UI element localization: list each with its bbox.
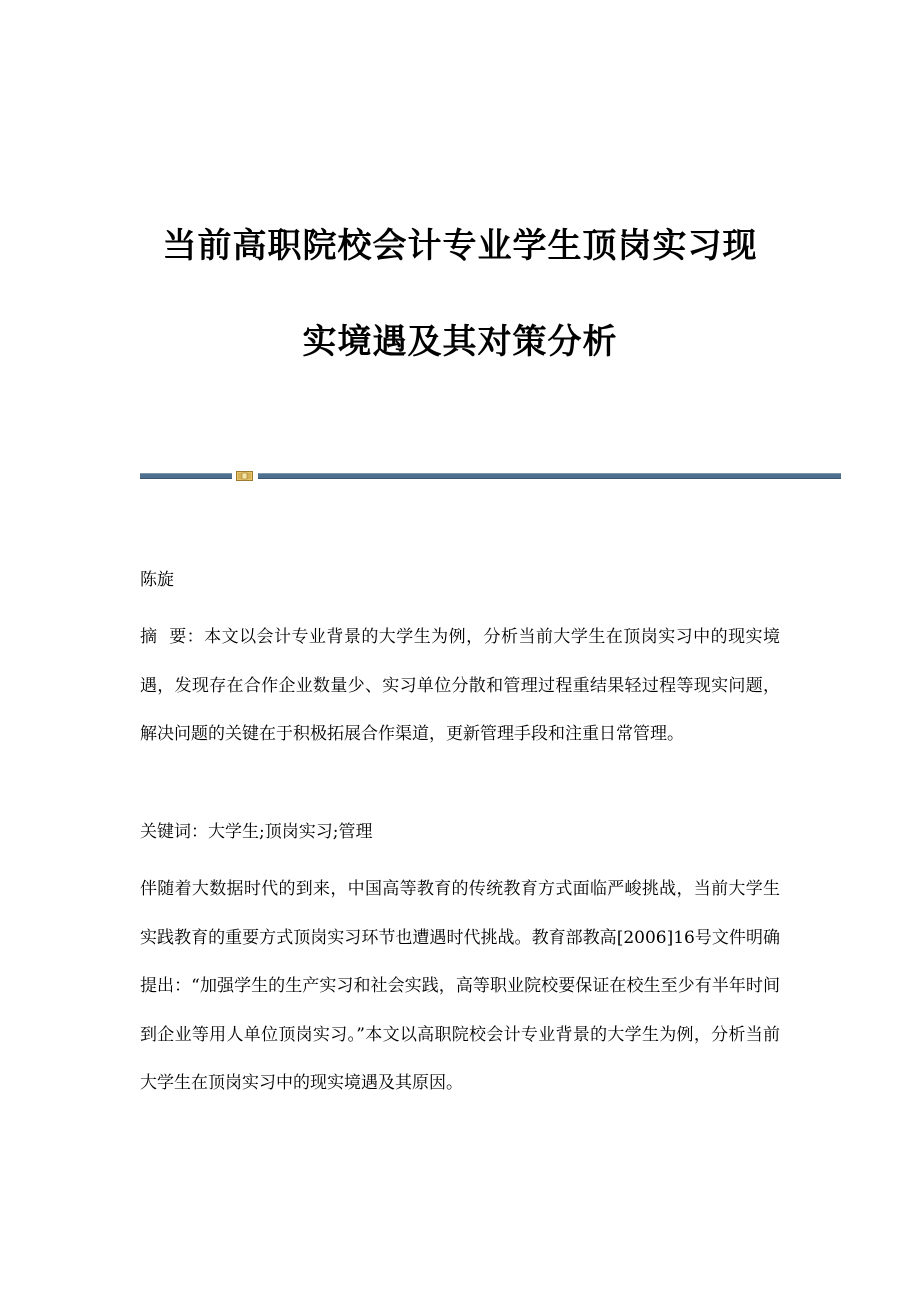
body-paragraph: 伴随着大数据时代的到来，中国高等教育的传统教育方式面临严峻挑战，当前大学生实践教育的重要方式顶岗实习环节也遭遇时代挑战。教育部教高[2006]16号文件明确提出：“加强学生的生产实习和社会实践，高等职业院校要保证在校生至少有半年时间到企业等用人单位顶岗实习。”本文以高职院校会计专业背景的大学生为例，分析当前大学生在顶岗实习中的现实境遇及其原因。	[140, 879, 780, 1093]
title-line-1: 当前高职院校会计专业学生顶岗实习现	[162, 226, 758, 266]
title-line-2: 实境遇及其对策分析	[302, 322, 618, 362]
keywords-label: 关键词：	[140, 822, 208, 842]
abstract-text: 本文以会计专业背景的大学生为例，分析当前大学生在顶岗实习中的现实境遇，发现存在合作企业数量少、实习单位分散和管理过程重结果轻过程等现实问题，解决问题的关键在于积极拓展合作渠道，更新管理手段和注重日常管理。	[140, 627, 781, 744]
divider-bar-left	[140, 473, 232, 479]
title-divider	[140, 471, 841, 480]
abstract-paragraph	[140, 613, 780, 759]
divider-bar-right	[258, 473, 841, 479]
divider-emblem-icon	[236, 471, 253, 481]
keywords-text: 大学生;顶岗实习;管理	[208, 822, 373, 842]
author-name: 陈旋	[140, 570, 174, 590]
abstract-label: 摘 要：	[140, 627, 205, 647]
keywords-line	[140, 808, 780, 857]
